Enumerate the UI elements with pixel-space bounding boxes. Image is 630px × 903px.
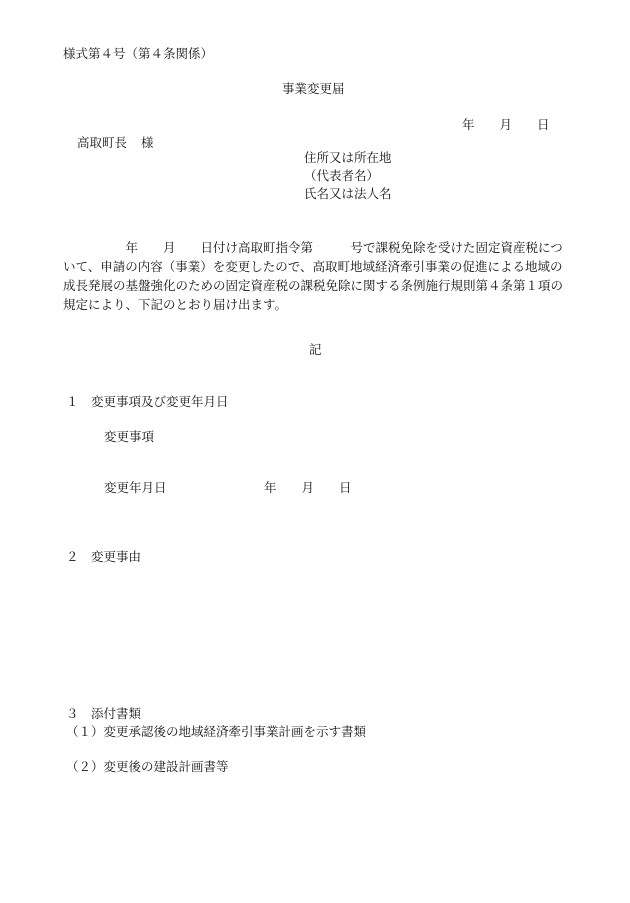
section3-heading: ３ 添付書類: [66, 706, 142, 721]
section1-heading: １ 変更事項及び変更年月日: [66, 394, 229, 409]
recipient: [77, 137, 154, 150]
change-date-value: 年 月 日: [264, 480, 352, 495]
change-item-label: 変更事項: [104, 429, 155, 444]
applicant-representative-label: （代表者名）: [304, 168, 380, 183]
attachment-item: （２）変更後の建設計画書等: [66, 759, 229, 774]
submission-date: 年 月 日: [462, 117, 550, 132]
body-paragraph: 年 月 日付け高取町指令第 号で課税免除を受けた固定資産税について、申請の内容（事業）を変更したので、高取町地域経済牽引事業の促進による地域の成長発展の基盤強化のための固定資産税の課税免除に関する条例施行規則第４条第１項の規定により、下記のとおり届け出ます。: [63, 240, 564, 312]
form-label: 様式第４号（第４条関係）: [63, 46, 214, 61]
recipient-honorific: 様: [141, 135, 154, 150]
attachment-item: （１）変更承認後の地域経済牽引事業計画を示す書類: [66, 724, 367, 739]
applicant-address-label: 住所又は所在地: [304, 150, 392, 165]
document-title: 事業変更届: [282, 81, 345, 96]
section2-heading: ２ 変更事由: [66, 549, 142, 564]
ki-marker: 記: [309, 342, 322, 357]
applicant-name-label: 氏名又は法人名: [304, 186, 392, 201]
recipient-name: 高取町長: [77, 135, 128, 150]
change-date-label: 変更年月日: [104, 480, 167, 495]
